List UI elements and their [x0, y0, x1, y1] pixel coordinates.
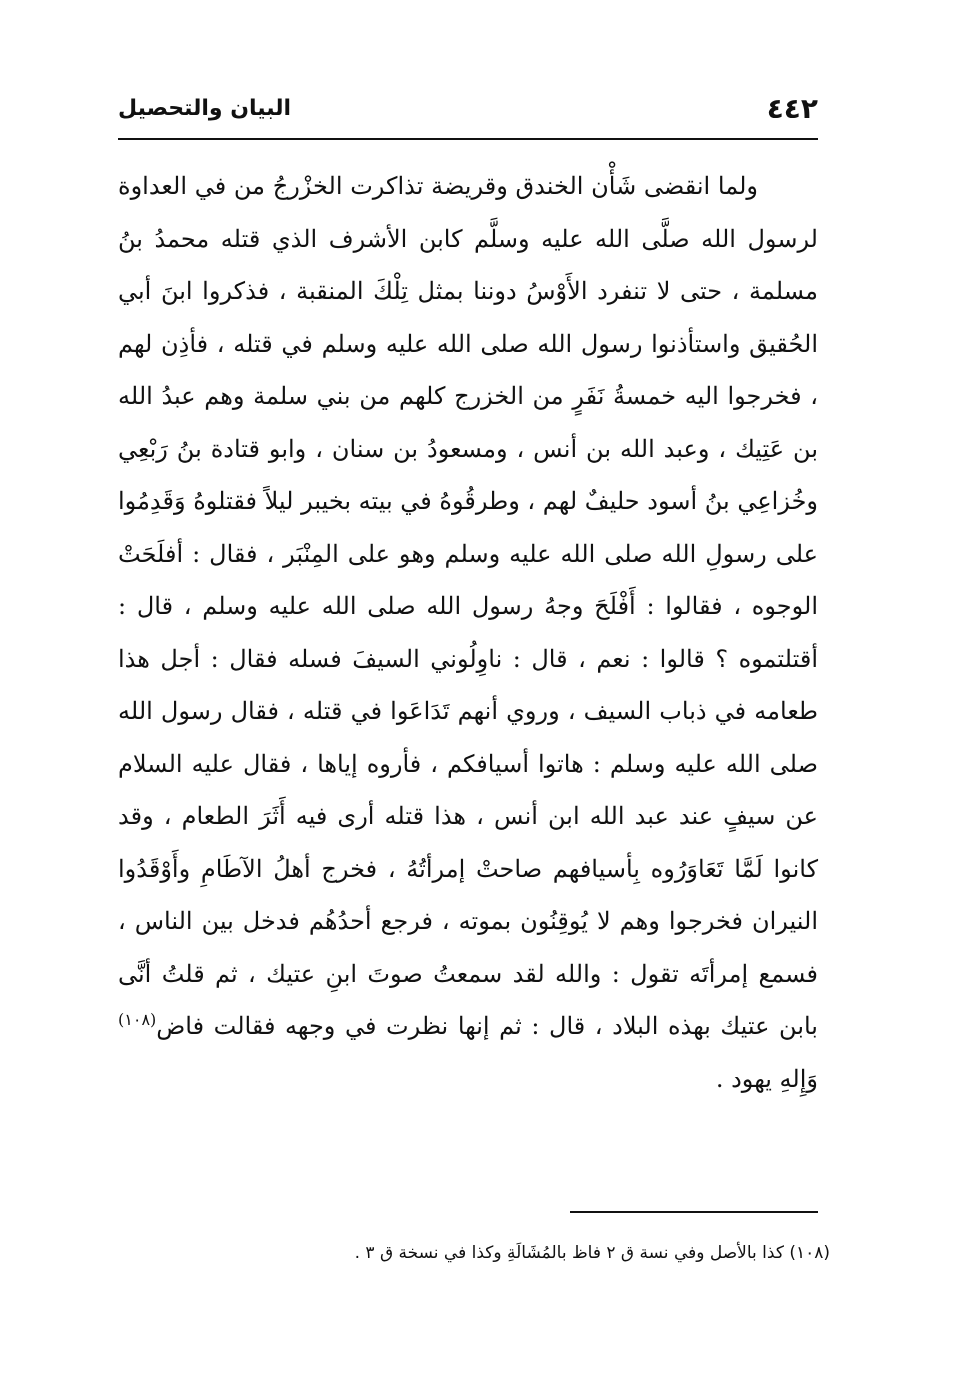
running-title: البيان والتحصيل	[118, 96, 292, 121]
header-rule	[118, 138, 818, 140]
page-header	[118, 92, 818, 132]
footnote-reference: (١٠٨)	[118, 1010, 157, 1029]
footnote: (١٠٨) كذا بالأصل وفي نسة ق ٢ فاظ بالمُشَالَةِ وكذا في نسخة ق ٣ .	[354, 1243, 830, 1263]
paragraph-text: ولما انقضى شَأْن الخندق وقريضة تذاكرت الخزْرجُ من في العداوة لرسول الله صلَّى الله عليه وسلَّم كابن الأشرف الذي قتله محمدُ بنُ مسلمة ، حتى لا تنفرد الأَوْسُ دوننا بمثل تِلْكَ المنقبة ، فذكروا ابنَ أبي الحُقيق واستأذنوا رسول الله صلى الله عليه وسلم في قتله ، فأذِن لهم ، فخرجوا اليه خمسةُ نَفَرٍ من الخزرج كلهم من بني سلمة وهم عبدُ الله بن عَتِيك ، وعبد الله بن أنس ، ومسعودُ بن سنان ، وابو قتادة بنُ رَبْعِي وخُزاعِي بنُ أسود حليفٌ لهم ، وطرقُوهُ في بيته بخيبر ليلاً فقتلوهُ وَقَدِمُوا على رسولِ الله صلى الله عليه وسلم وهو على المِنْبَر ، فقال : أفلَحَتْ الوجوه ، فقالوا : أَفْلَحَ وجهُ رسول الله صلى الله عليه وسلم ، قال : أقتلتموه ؟ قالوا : نعم ، قال : ناوِلُوني السيفَ فسله فقال : أجل هذا طعامه في ذباب السيف ، وروي أنهم تَدَاعَوا في قتله ، فقال رسول الله صلى الله عليه وسلم : هاتوا أسيافكم ، فأروه إياها ، فقال عليه السلام عن سيفٍ عند عبد الله ابن أنس ، هذا قتله أرى فيه أَثَرَ الطعام ، وقد كانوا لَمَّا تَعَاوَرُوه بِأسيافهم صاحتْ إمرأتُهُ ، فخرج أهلُ الآطَامِ وأَوْقَدُوا النيران فخرجوا وهم لا يُوقِنُون بموته ، فرجع أحدُهُم فدخل بين الناس ، فسمع إمرأتَه تقول : والله لقد سمعتُ صوتَ ابنِ عتيك ، ثم قلتُ أنَّى بابن عتيك بهذه البلاد ، قال : ثم إنها نظرت في وجهه فقالت فاض	[118, 172, 818, 1040]
main-text	[118, 160, 818, 1105]
body-paragraph	[118, 160, 818, 1105]
paragraph-end: وَإِلهِ يهود .	[715, 1064, 818, 1093]
footnote-separator	[570, 1211, 818, 1213]
page-number: ٤٤٢	[766, 92, 818, 125]
